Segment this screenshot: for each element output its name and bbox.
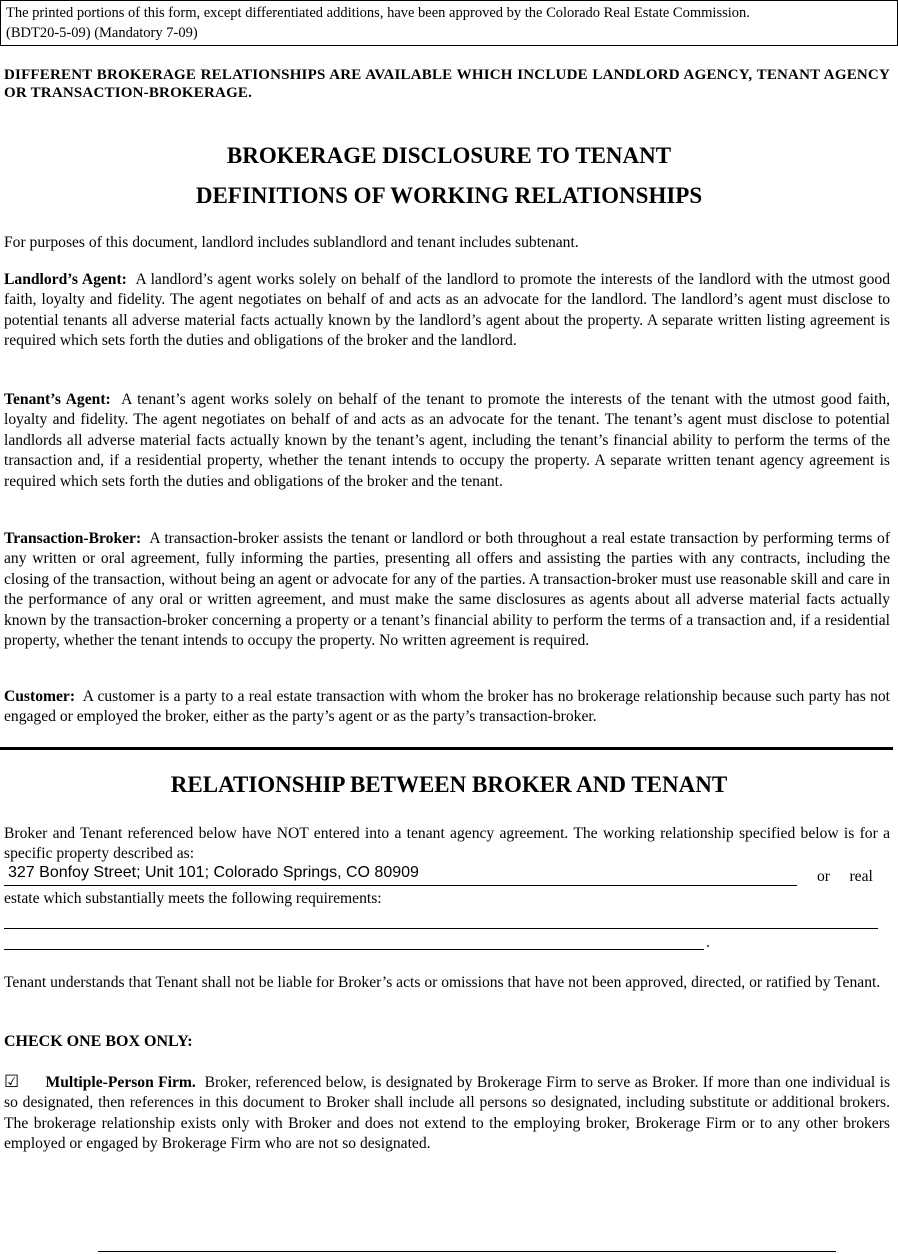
definition-text: A transaction-broker assists the tenant or landlord or both throughout a real estate transaction by performing terms of any written or oral agreement, fully informing the parties, presenting all offers and assisting the parties with any contracts, including the closing of the transaction, without being an agent or advocate for any of the parties. A transaction-broker must use reasonable skill and care in the performance of any oral or written agreement, and must make the same disclosures as agents about all adverse material facts actually known by the transaction-broker concerning a property or a tenant’s financial ability to perform the terms of a transaction and, if a residential property, whether the tenant intends to occupy the property. No written agreement is required. [4, 530, 891, 650]
estate-requirements-label: estate which substantially meets the following requirements: [4, 890, 382, 907]
tenant-liability-statement: Tenant understands that Tenant shall not be liable for Broker’s acts or omissions that have not been approved, directed, or ratified by Tenant. [4, 974, 881, 991]
definition-term: Landlord’s Agent: [4, 271, 127, 288]
signature-line [98, 1251, 836, 1252]
relationships-available-notice: DIFFERENT BROKERAGE RELATIONSHIPS ARE AVAILABLE WHICH INCLUDE LANDLORD AGENCY, TENANT AGENCY OR TRANSACTION-BROKERAGE. [4, 67, 890, 101]
option-text: Broker, referenced below, is designated by Brokerage Firm to serve as Broker. If more than one individual is so designated, then references in this document to Broker shall include all persons so designated, including substitute or additional brokers. The brokerage relationship exists only with Broker and does not extend to the employing broker, Brokerage Firm or to any other brokers employed or engaged by Brokerage Firm who are not so designated. [4, 1074, 891, 1153]
definition-transaction-broker [4, 529, 890, 651]
definition-customer [4, 687, 890, 728]
purposes-statement: For purposes of this document, landlord includes sublandlord and tenant includes subtenant. [4, 234, 579, 251]
multiple-person-firm-option [4, 1072, 890, 1155]
notice-line-2: (BDT20-5-09) (Mandatory 7-09) [6, 25, 198, 41]
relationship-heading: RELATIONSHIP BETWEEN BROKER AND TENANT [170, 772, 728, 797]
property-field-underline [4, 885, 797, 886]
property-description-field[interactable]: 327 Bonfoy Street; Unit 101; Colorado Springs, CO 80909 [8, 864, 419, 881]
definition-term: Tenant’s Agent: [4, 391, 111, 408]
check-one-box-label: CHECK ONE BOX ONLY: [4, 1033, 193, 1050]
definition-term: Customer: [4, 688, 76, 705]
requirements-period: . [706, 934, 710, 951]
option-title: Multiple-Person Firm. [45, 1074, 196, 1091]
definition-tenant-agent [4, 390, 890, 492]
definition-text: A customer is a party to a real estate transaction with whom the broker has no brokerage relationship because such party has not engaged or employed the broker, either as the party’s agent or as the party’s transaction-broker. [4, 688, 890, 726]
definition-text: A tenant’s agent works solely on behalf of the tenant to promote the interests of the tenant with the utmost good faith, loyalty and fidelity. The agent negotiates on behalf of and acts as an advocate for the tenant. The tenant’s agent must disclose to potential landlords all adverse material facts actually known by the tenant’s agent, including the tenant’s financial ability to perform the terms of the transaction and, if a residential property, whether the tenant intends to occupy the property. A separate written tenant agency agreement is required which sets forth the duties and obligations of the broker and the tenant. [4, 391, 891, 490]
definition-term: Transaction-Broker: [4, 530, 142, 547]
form-approval-notice [0, 0, 898, 46]
definition-landlord-agent [4, 270, 890, 352]
page-title: BROKERAGE DISCLOSURE TO TENANT [226, 143, 672, 168]
requirements-field-line-2[interactable] [4, 949, 704, 950]
section-divider [0, 747, 893, 750]
checked-checkbox-icon[interactable]: ☑ [4, 1072, 20, 1092]
or-real-text: or real [817, 868, 873, 885]
notice-line-1: The printed portions of this form, except differentiated additions, have been approved by the Colorado Real Estate Commission. [6, 5, 750, 21]
relationship-intro: Broker and Tenant referenced below have NOT entered into a tenant agency agreement. The working relationship specified below is for a specific property described as: [4, 825, 890, 863]
page-subtitle: DEFINITIONS OF WORKING RELATIONSHIPS [195, 183, 703, 208]
requirements-field-line-1[interactable] [4, 928, 878, 929]
definition-text: A landlord’s agent works solely on behalf of the landlord to promote the interests of the landlord with the utmost good faith, loyalty and fidelity. The agent negotiates on behalf of and acts as an advocate for the landlord. The landlord’s agent must disclose to potential tenants all adverse material facts actually known by the landlord’s agent about the property. A separate written listing agreement is required which sets forth the duties and obligations of the broker and the landlord. [4, 271, 890, 350]
